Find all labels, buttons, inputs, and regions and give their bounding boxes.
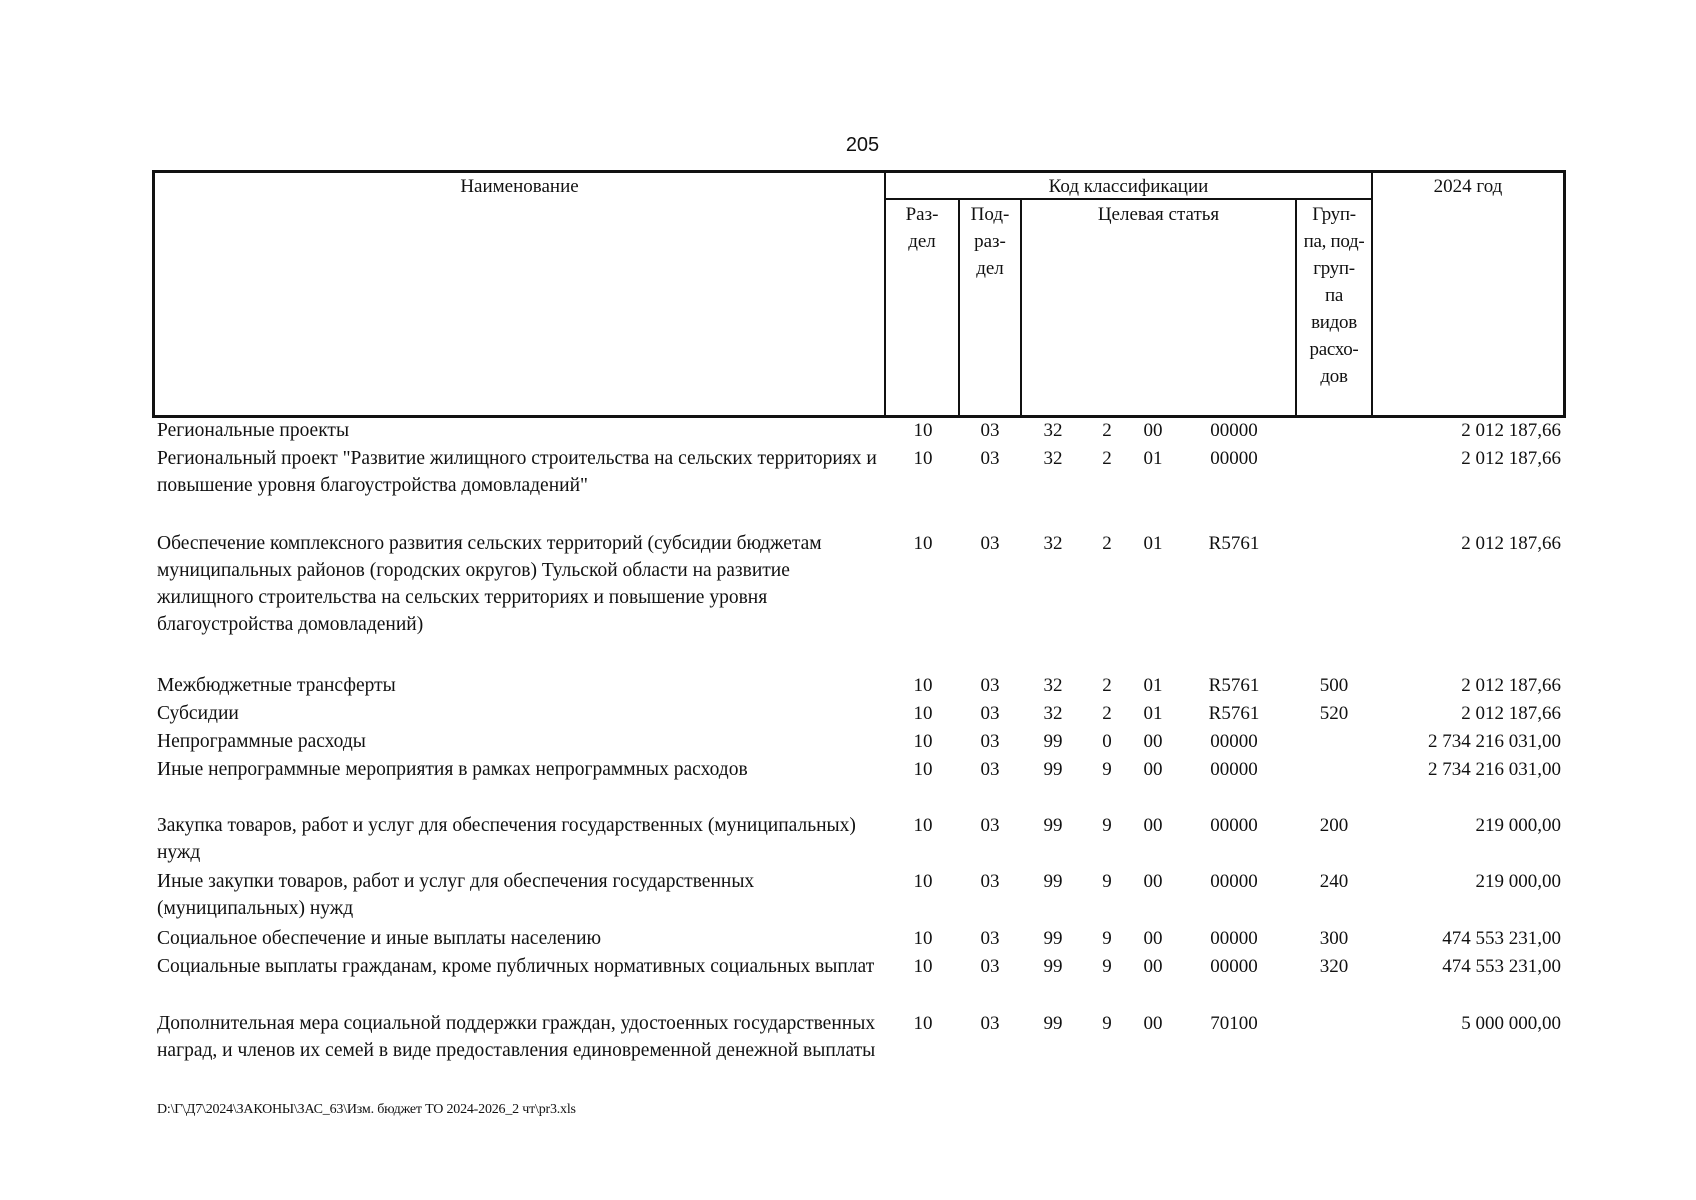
row-razdel: 10: [913, 871, 933, 892]
row-target-program: 99: [1043, 731, 1063, 752]
table-left-border: [152, 170, 155, 418]
row-expense-type: 300: [1319, 928, 1349, 949]
podrazdel-column-divider: [1020, 200, 1022, 418]
row-target-direction: R5761: [1208, 533, 1260, 554]
row-podrazdel: 03: [980, 731, 1000, 752]
row-amount: 2 012 187,66: [1461, 675, 1561, 696]
row-expense-type: 320: [1319, 956, 1349, 977]
row-name: Закупка товаров, работ и услуг для обеспечения государственных (муниципальных) нужд: [157, 815, 856, 863]
row-target-type: 9: [1102, 1013, 1112, 1034]
row-target-direction: 00000: [1210, 815, 1258, 836]
row-razdel: 10: [913, 703, 933, 724]
header-target: Целевая статья: [1097, 204, 1220, 225]
row-expense-type: 500: [1319, 675, 1349, 696]
row-target-direction: 00000: [1210, 448, 1258, 469]
row-target-direction: 00000: [1210, 420, 1258, 441]
header-code-group: Код классификации: [1048, 176, 1209, 197]
row-expense-type: 200: [1319, 815, 1349, 836]
row-razdel: 10: [913, 1013, 933, 1034]
header-year: 2024 год: [1433, 176, 1503, 197]
row-expense-type: 240: [1319, 871, 1349, 892]
row-podrazdel: 03: [980, 675, 1000, 696]
row-target-event: 00: [1143, 956, 1163, 977]
row-name: Региональные проекты: [157, 420, 350, 441]
row-target-event: 00: [1143, 871, 1163, 892]
row-amount: 2 734 216 031,00: [1428, 731, 1561, 752]
row-name: Иные закупки товаров, работ и услуг для обеспечения государственных (муниципальных) нужд: [157, 871, 755, 919]
year-column-divider: [1371, 170, 1373, 418]
row-amount: 2 012 187,66: [1461, 420, 1561, 441]
row-target-event: 01: [1143, 675, 1163, 696]
row-target-direction: 00000: [1210, 956, 1258, 977]
row-target-direction: 00000: [1210, 871, 1258, 892]
row-razdel: 10: [913, 675, 933, 696]
row-target-type: 9: [1102, 956, 1112, 977]
header-podrazdel: Под- раз- дел: [970, 204, 1010, 279]
row-target-direction: 70100: [1210, 1013, 1258, 1034]
row-amount: 219 000,00: [1475, 815, 1561, 836]
row-podrazdel: 03: [980, 703, 1000, 724]
row-razdel: 10: [913, 533, 933, 554]
row-target-program: 32: [1043, 448, 1063, 469]
row-target-program: 32: [1043, 533, 1063, 554]
row-target-program: 99: [1043, 759, 1063, 780]
row-razdel: 10: [913, 928, 933, 949]
row-target-event: 00: [1143, 420, 1163, 441]
row-amount: 2 012 187,66: [1461, 533, 1561, 554]
row-target-program: 99: [1043, 1013, 1063, 1034]
row-target-event: 00: [1143, 1013, 1163, 1034]
row-razdel: 10: [913, 731, 933, 752]
row-podrazdel: 03: [980, 928, 1000, 949]
row-target-direction: R5761: [1208, 703, 1260, 724]
row-target-event: 01: [1143, 703, 1163, 724]
row-razdel: 10: [913, 815, 933, 836]
row-target-type: 9: [1102, 871, 1112, 892]
row-podrazdel: 03: [980, 759, 1000, 780]
row-razdel: 10: [913, 759, 933, 780]
row-razdel: 10: [913, 448, 933, 469]
row-amount: 219 000,00: [1475, 871, 1561, 892]
row-name: Региональный проект "Развитие жилищного строительства на сельских территориях и повышение уровня благоустройства домовладений": [157, 448, 877, 496]
row-name: Социальные выплаты гражданам, кроме публичных нормативных социальных выплат: [157, 956, 875, 977]
row-target-type: 9: [1102, 928, 1112, 949]
row-podrazdel: 03: [980, 956, 1000, 977]
row-name: Дополнительная мера социальной поддержки граждан, удостоенных государственных наград, и членов их семей в виде предоставления единовременной денежной выплаты: [157, 1013, 876, 1061]
row-amount: 2 012 187,66: [1461, 448, 1561, 469]
row-target-event: 01: [1143, 533, 1163, 554]
row-target-program: 99: [1043, 956, 1063, 977]
header-razdel: Раз- дел: [905, 204, 939, 252]
row-name: Иные непрограммные мероприятия в рамках непрограммных расходов: [157, 759, 748, 780]
row-razdel: 10: [913, 420, 933, 441]
row-podrazdel: 03: [980, 871, 1000, 892]
row-expense-type: 520: [1319, 703, 1349, 724]
row-target-direction: 00000: [1210, 928, 1258, 949]
row-name: Социальное обеспечение и иные выплаты населению: [157, 928, 602, 949]
row-name: Обеспечение комплексного развития сельских территорий (субсидии бюджетам муниципальных районов (городских округов) Тульской области на развитие жилищного строительства на сельских территориях и повышение уровня благоустройства домовладений): [157, 533, 822, 635]
row-target-program: 99: [1043, 815, 1063, 836]
row-target-program: 32: [1043, 675, 1063, 696]
row-target-program: 32: [1043, 703, 1063, 724]
row-podrazdel: 03: [980, 533, 1000, 554]
row-podrazdel: 03: [980, 448, 1000, 469]
row-razdel: 10: [913, 956, 933, 977]
row-podrazdel: 03: [980, 815, 1000, 836]
row-target-direction: 00000: [1210, 759, 1258, 780]
row-amount: 474 553 231,00: [1442, 956, 1561, 977]
row-target-type: 2: [1102, 675, 1112, 696]
row-target-event: 00: [1143, 731, 1163, 752]
row-target-type: 2: [1102, 703, 1112, 724]
table-right-border: [1563, 170, 1566, 418]
row-amount: 5 000 000,00: [1461, 1013, 1561, 1034]
row-target-event: 00: [1143, 815, 1163, 836]
row-amount: 474 553 231,00: [1442, 928, 1561, 949]
row-target-program: 99: [1043, 871, 1063, 892]
row-target-event: 01: [1143, 448, 1163, 469]
header-name: Наименование: [460, 176, 579, 197]
row-target-program: 99: [1043, 928, 1063, 949]
row-target-program: 32: [1043, 420, 1063, 441]
row-name: Межбюджетные трансферты: [157, 675, 396, 696]
row-target-type: 2: [1102, 533, 1112, 554]
row-name: Непрограммные расходы: [157, 731, 366, 752]
file-path-footer: D:\Г\Д7\2024\ЗАКОНЫ\ЗАС_63\Изм. бюджет ТО 2024-2026_2 чт\pr3.xls: [157, 1102, 576, 1117]
row-target-direction: 00000: [1210, 731, 1258, 752]
page-number: 205: [845, 134, 880, 156]
row-target-type: 2: [1102, 420, 1112, 441]
row-amount: 2 734 216 031,00: [1428, 759, 1561, 780]
row-podrazdel: 03: [980, 420, 1000, 441]
row-target-direction: R5761: [1208, 675, 1260, 696]
row-amount: 2 012 187,66: [1461, 703, 1561, 724]
row-name: Субсидии: [157, 703, 239, 724]
row-podrazdel: 03: [980, 1013, 1000, 1034]
header-group: Груп- па, под- груп- па видов расхо- дов: [1303, 204, 1365, 387]
row-target-type: 9: [1102, 759, 1112, 780]
row-target-type: 0: [1102, 731, 1112, 752]
row-target-type: 9: [1102, 815, 1112, 836]
row-target-event: 00: [1143, 759, 1163, 780]
row-target-type: 2: [1102, 448, 1112, 469]
row-target-event: 00: [1143, 928, 1163, 949]
